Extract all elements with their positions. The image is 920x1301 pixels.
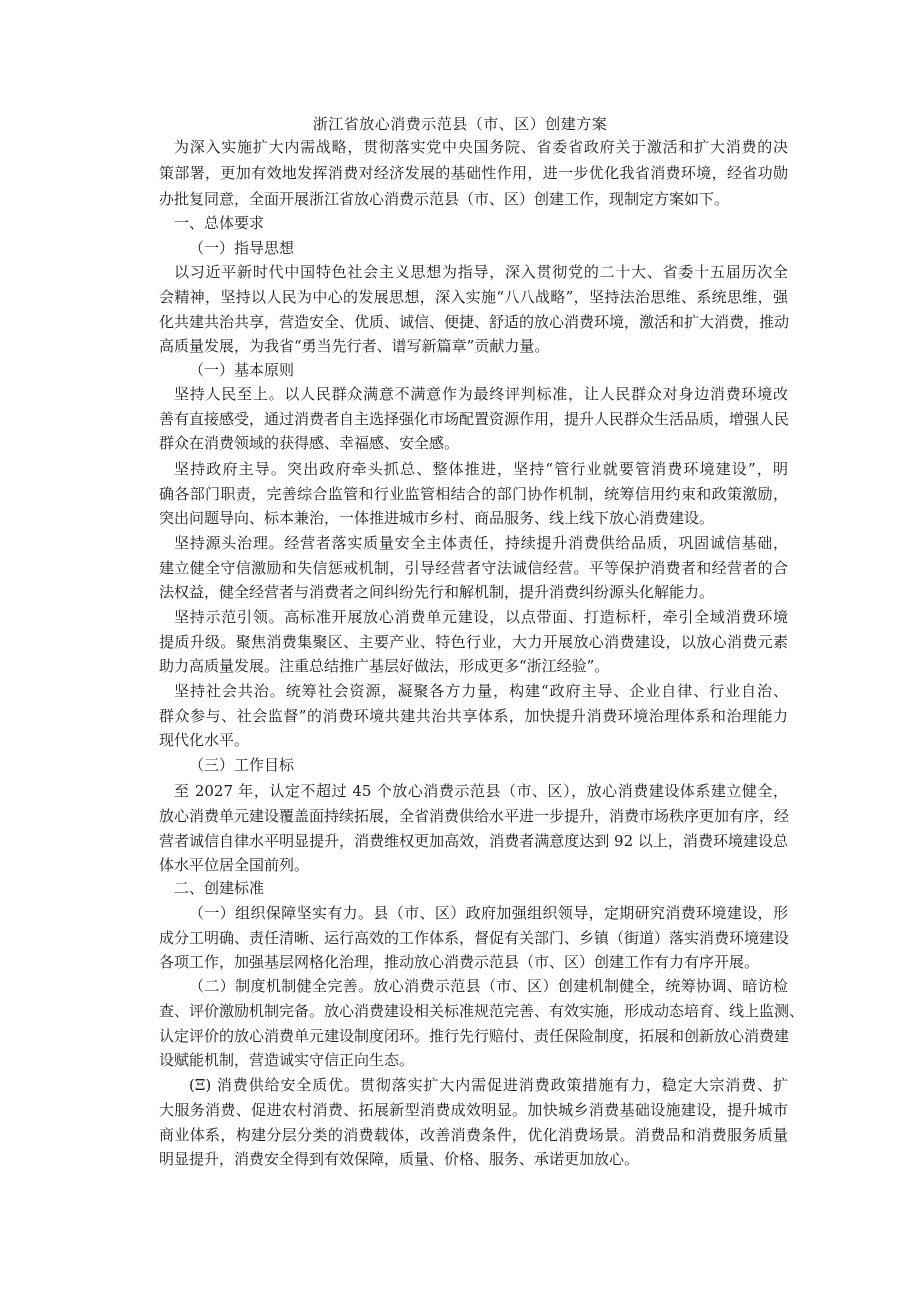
standard-3-line-2: 大服务消费、促进农村消费、拓展新型消费成效明显。加快城乡消费基础设施建设，提升城市 <box>159 1101 788 1119</box>
guiding-line-3: 化共建共治共享，营造安全、优质、诚信、便捷、舒适的放心消费环境，激活和扩大消费，推动 <box>159 313 790 331</box>
principle-4-line-2: 提质升级。聚焦消费集聚区、主要产业、特色行业，大力开展放心消费建设，以放心消费元素 <box>159 633 788 651</box>
section-1-sub-2-heading: （一）基本原则 <box>189 361 295 379</box>
intro-line-2: 策部署，更加有效地发挥消费对经济发展的基础性作用，进一步优化我省消费环境，经省功勋 <box>159 164 788 182</box>
section-1-sub-1-heading: （一）指导思想 <box>189 239 295 257</box>
intro-line-1: 为深入实施扩大内需战略，贯彻落实党中央国务院、省委省政府关于激活和扩大消费的决 <box>174 138 788 156</box>
guiding-line-1: 以习近平新时代中国特色社会主义思想为指导，深入贯彻党的二十大、省委十五届历次全 <box>174 263 788 281</box>
section-1-heading: 一、总体要求 <box>174 214 265 232</box>
intro-line-3: 办批复同意，全面开展浙江省放心消费示范县（市、区）创建工作，现制定方案如下。 <box>159 190 730 208</box>
guiding-line-4: 高质量发展，为我省“勇当先行者、谱写新篇章”贡献力量。 <box>159 337 550 355</box>
goal-line-3: 营者诚信自律水平明显提升，消费维权更加高效，消费者满意度达到 92 以上，消费环境建设总 <box>159 832 788 850</box>
principle-4-line-1: 坚持示范引领。高标准开展放心消费单元建设，以点带面、打造标杆，牵引全域消费环境 <box>174 608 788 626</box>
standard-3-line-1: (Ξ) 消费供给安全质优。贯彻落实扩大内需促进消费政策措施有力，稳定大宗消费、扩 <box>189 1076 788 1094</box>
standard-1-line-3: 各项工作，加强基层网格化治理，推动放心消费示范县（市、区）创建工作有力有序开展。 <box>159 953 760 971</box>
principle-1-line-3: 群众在消费领域的获得感、幸福感、安全感。 <box>159 434 460 452</box>
principle-5-line-1: 坚持社会共治。统筹社会资源，凝聚各方力量，构建“政府主导、企业自律、行业自治、 <box>174 682 788 700</box>
goal-line-1: 至 2027 年，认定不超过 45 个放心消费示范县（市、区），放心消费建设体系建立健全， <box>174 782 788 800</box>
standard-2-line-1: （二）制度机制健全完善。放心消费示范县（市、区）创建机制健全，统筹协调、暗访检 <box>189 977 788 995</box>
section-2-heading: 二、创建标准 <box>174 879 265 897</box>
principle-4-line-3: 助力高质量发展。注重总结推广基层好做法，形成更多“浙江经验”。 <box>159 657 610 675</box>
principle-2-line-3: 突出问题导向、标本兼治，一体推进城市乡村、商品服务、线上线下放心消费建设。 <box>159 509 715 527</box>
guiding-line-2: 会精神，坚持以人民为中心的发展思想，深入实施“八八战略”，坚持法治思维、系统思维，强 <box>159 288 788 306</box>
standard-3-line-4: 明显提升，消费安全得到有效保障，质量、价格、服务、承诺更加放心。 <box>159 1150 640 1168</box>
standard-2-line-4: 设赋能机制，营造诚实守信正向生态。 <box>159 1051 415 1069</box>
standard-2-line-2: 查、评价激励机制完备。放心消费建设相关标准规范完善、有效实施，形成动态培育、线上监测、 <box>159 1002 805 1020</box>
standard-3-line-3: 商业体系，构建分层分类的消费载体，改善消费条件，优化消费场景。消费品和消费服务质量 <box>159 1126 788 1144</box>
principle-3-line-3: 法权益，健全经营者与消费者之间纠纷先行和解机制，提升消费纠纷源头化解能力。 <box>159 583 715 601</box>
document-title: 浙江省放心消费示范县（市、区）创建方案 <box>312 115 608 133</box>
principle-5-line-2: 群众参与、社会监督”的消费环境共建共治共享体系，加快提升消费环境治理体系和治理能力 <box>159 707 788 725</box>
principle-3-line-2: 建立健全守信激励和失信惩戒机制，引导经营者守法诚信经营。平等保护消费者和经营者的合 <box>159 559 788 577</box>
goal-line-2: 放心消费单元建设覆盖面持续拓展，全省消费供给水平进一步提升，消费市场秩序更加有序，经 <box>159 807 790 825</box>
principle-1-line-2: 善有直接感受，通过消费者自主选择强化市场配置资源作用，提升人民群众生活品质，增强人民 <box>159 410 790 428</box>
principle-2-line-2: 确各部门职责，完善综合监管和行业监管相结合的部门协作机制，统筹信用约束和政策激励， <box>159 485 788 503</box>
standard-1-line-1: （一）组织保障坚实有力。县（市、区）政府加强组织领导，定期研究消费环境建设，形 <box>189 904 788 922</box>
principle-1-line-1: 坚持人民至上。以人民群众满意不满意作为最终评判标准，让人民群众对身边消费环境改 <box>174 385 788 403</box>
principle-2-line-1: 坚持政府主导。突出政府牵头抓总、整体推进，坚持“管行业就要管消费环境建设”，明 <box>174 460 788 478</box>
standard-1-line-2: 成分工明确、责任清晰、运行高效的工作体系，督促有关部门、乡镇（街道）落实消费环境建设 <box>159 929 790 947</box>
section-1-sub-3-heading: （三）工作目标 <box>189 756 295 774</box>
standard-2-line-3: 认定评价的放心消费单元建设制度闭环。推行先行赔付、责任保险制度，拓展和创新放心消费建 <box>159 1027 790 1045</box>
principle-3-line-1: 坚持源头治理。经营者落实质量安全主体责任，持续提升消费供给品质，巩固诚信基础， <box>174 534 788 552</box>
principle-5-line-3: 现代化水平。 <box>159 731 250 749</box>
goal-line-4: 体水平位居全国前列。 <box>159 856 310 874</box>
